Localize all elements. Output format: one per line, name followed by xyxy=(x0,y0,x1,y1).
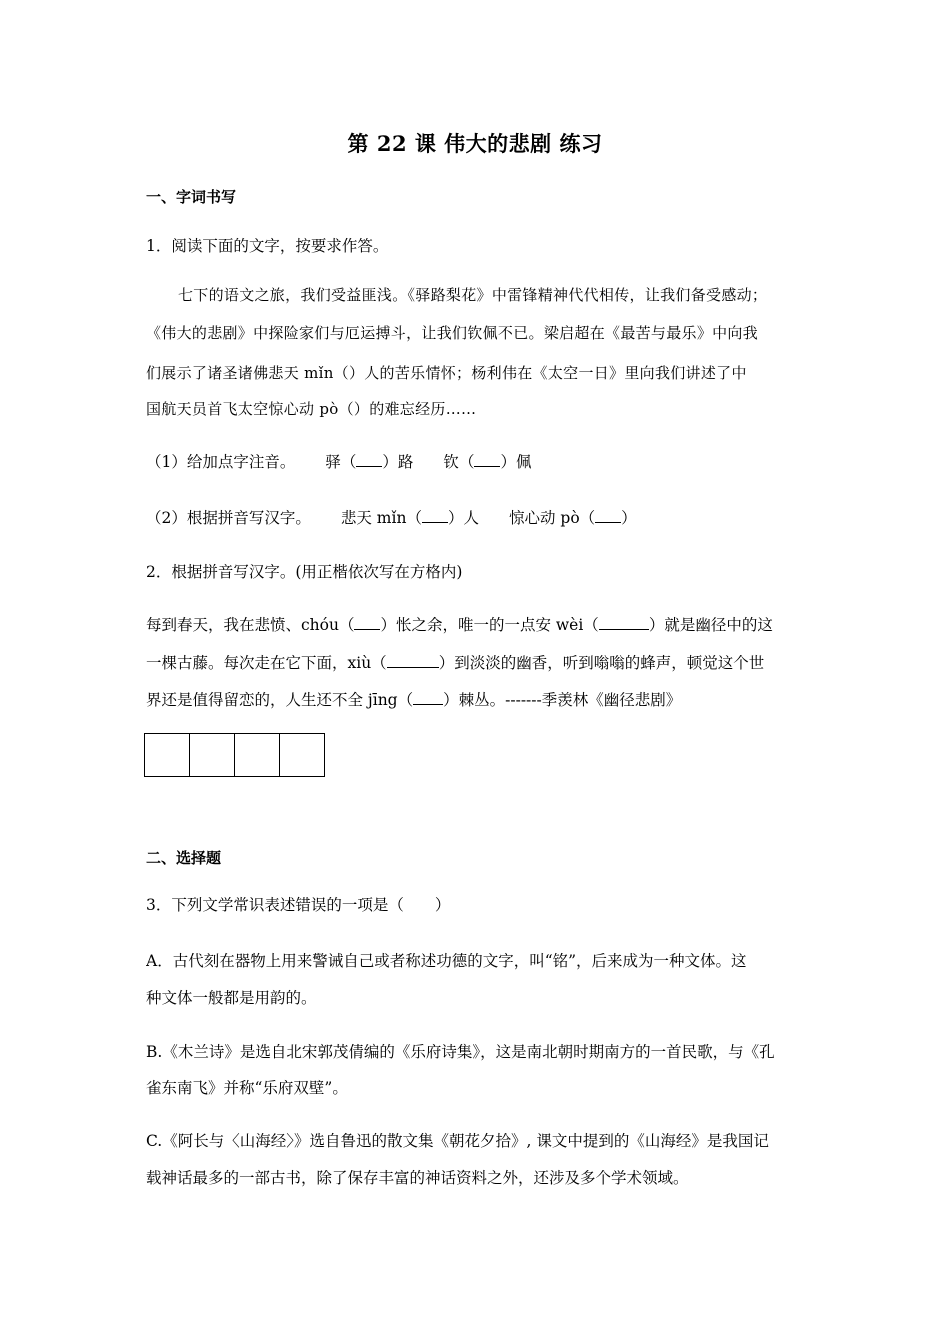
dotted-char: 错 xyxy=(295,893,311,915)
answer-grid xyxy=(144,733,324,777)
question-2-prompt: 2．根据拼音写汉字。(用正楷依次写在方格内) xyxy=(146,563,463,581)
page-title: 第 22 课 伟大的悲剧 练习 xyxy=(347,131,603,156)
answer-grid-cell[interactable] xyxy=(279,733,325,777)
answer-blank[interactable] xyxy=(595,508,621,523)
answer-blank[interactable] xyxy=(474,452,500,467)
option-b-line-2[interactable]: 雀东南飞》并称“乐府双壁”。 xyxy=(146,1079,348,1097)
answer-grid-cell[interactable] xyxy=(234,733,280,777)
answer-blank[interactable] xyxy=(413,690,443,705)
dotted-char: 钦 xyxy=(443,450,459,472)
passage-line-4: 国航天员首飞太空惊心动 pò（）的难忘经历…… xyxy=(146,400,477,418)
option-c-line-2[interactable]: 载神话最多的一部古书，除了保存丰富的神话资料之外，还涉及多个学术领域。 xyxy=(146,1169,689,1187)
option-c-line-1[interactable]: C.《阿长与〈山海经〉》选自鲁迅的散文集《朝花夕拾》, 课文中提到的《山海经》是我国记 xyxy=(146,1132,769,1150)
question-1-prompt: 1．阅读下面的文字，按要求作答。 xyxy=(146,237,389,255)
passage-line-3: 们展示了诸圣诸佛悲天 mǐn（）人的苦乐情怀；杨利伟在《太空一日》里向我们讲述了中 xyxy=(146,364,747,382)
passage-line-2: 《伟大的悲剧》中探险家们与厄运搏斗，让我们钦佩不已。梁启超在《最苦与最乐》中向我 xyxy=(146,324,759,342)
dotted-char: 钦 xyxy=(467,324,483,342)
option-a-line-2[interactable]: 种文体一般都是用韵的。 xyxy=(146,989,317,1007)
answer-blank[interactable] xyxy=(387,653,439,668)
q2-text-line-2: 一棵古藤。每次走在它下面，xiù（ ）到淡淡的幽香，听到嗡嗡的蜂声，顿觉这个世 xyxy=(146,654,765,672)
subquestion-1: （1）给加点字注音。 驿（ ）路 钦（ ）佩 xyxy=(146,450,810,472)
dotted-char: 误 xyxy=(311,893,327,915)
answer-blank[interactable] xyxy=(356,452,382,467)
q2-text-line-1: 每到春天，我在悲愤、chóu（ ）怅之余，唯一的一点安 wèi（ ）就是幽径中的这 xyxy=(146,616,773,634)
passage-line-1: 七下的语文之旅，我们受益匪浅。《驿路梨花》中雷锋精神代代相传，让我们备受感动； xyxy=(178,286,768,304)
dotted-char: 驿 xyxy=(415,286,431,304)
answer-grid-cell[interactable] xyxy=(189,733,235,777)
answer-blank[interactable] xyxy=(422,508,448,523)
dotted-char: 驿 xyxy=(325,450,341,472)
answer-blank[interactable] xyxy=(599,615,649,630)
answer-grid-cell[interactable] xyxy=(144,733,190,777)
option-b-line-1[interactable]: B.《木兰诗》是选自北宋郭茂倩编的《乐府诗集》，这是南北朝时期南方的一首民歌，与《孔 xyxy=(146,1043,775,1061)
q2-text-line-3: 界还是值得留恋的，人生还不全 jīng（ ）棘丛。-------季羡林《幽径悲剧》 xyxy=(146,691,682,709)
section-heading-vocabulary: 一、字词书写 xyxy=(146,188,237,206)
subquestion-2: （2）根据拼音写汉字。 悲天 mǐn（ ）人 惊心动 pò（ ） xyxy=(146,509,637,527)
option-a-line-1[interactable]: A．古代刻在器物上用来警诫自己或者称述功德的文字，叫“铭”，后来成为一种文体。这 xyxy=(146,952,747,970)
question-3-prompt: 3．下列文学常识表述错误的一项是（ ） xyxy=(146,893,810,915)
answer-blank[interactable] xyxy=(354,615,380,630)
section-heading-choice: 二、选择题 xyxy=(146,849,222,867)
